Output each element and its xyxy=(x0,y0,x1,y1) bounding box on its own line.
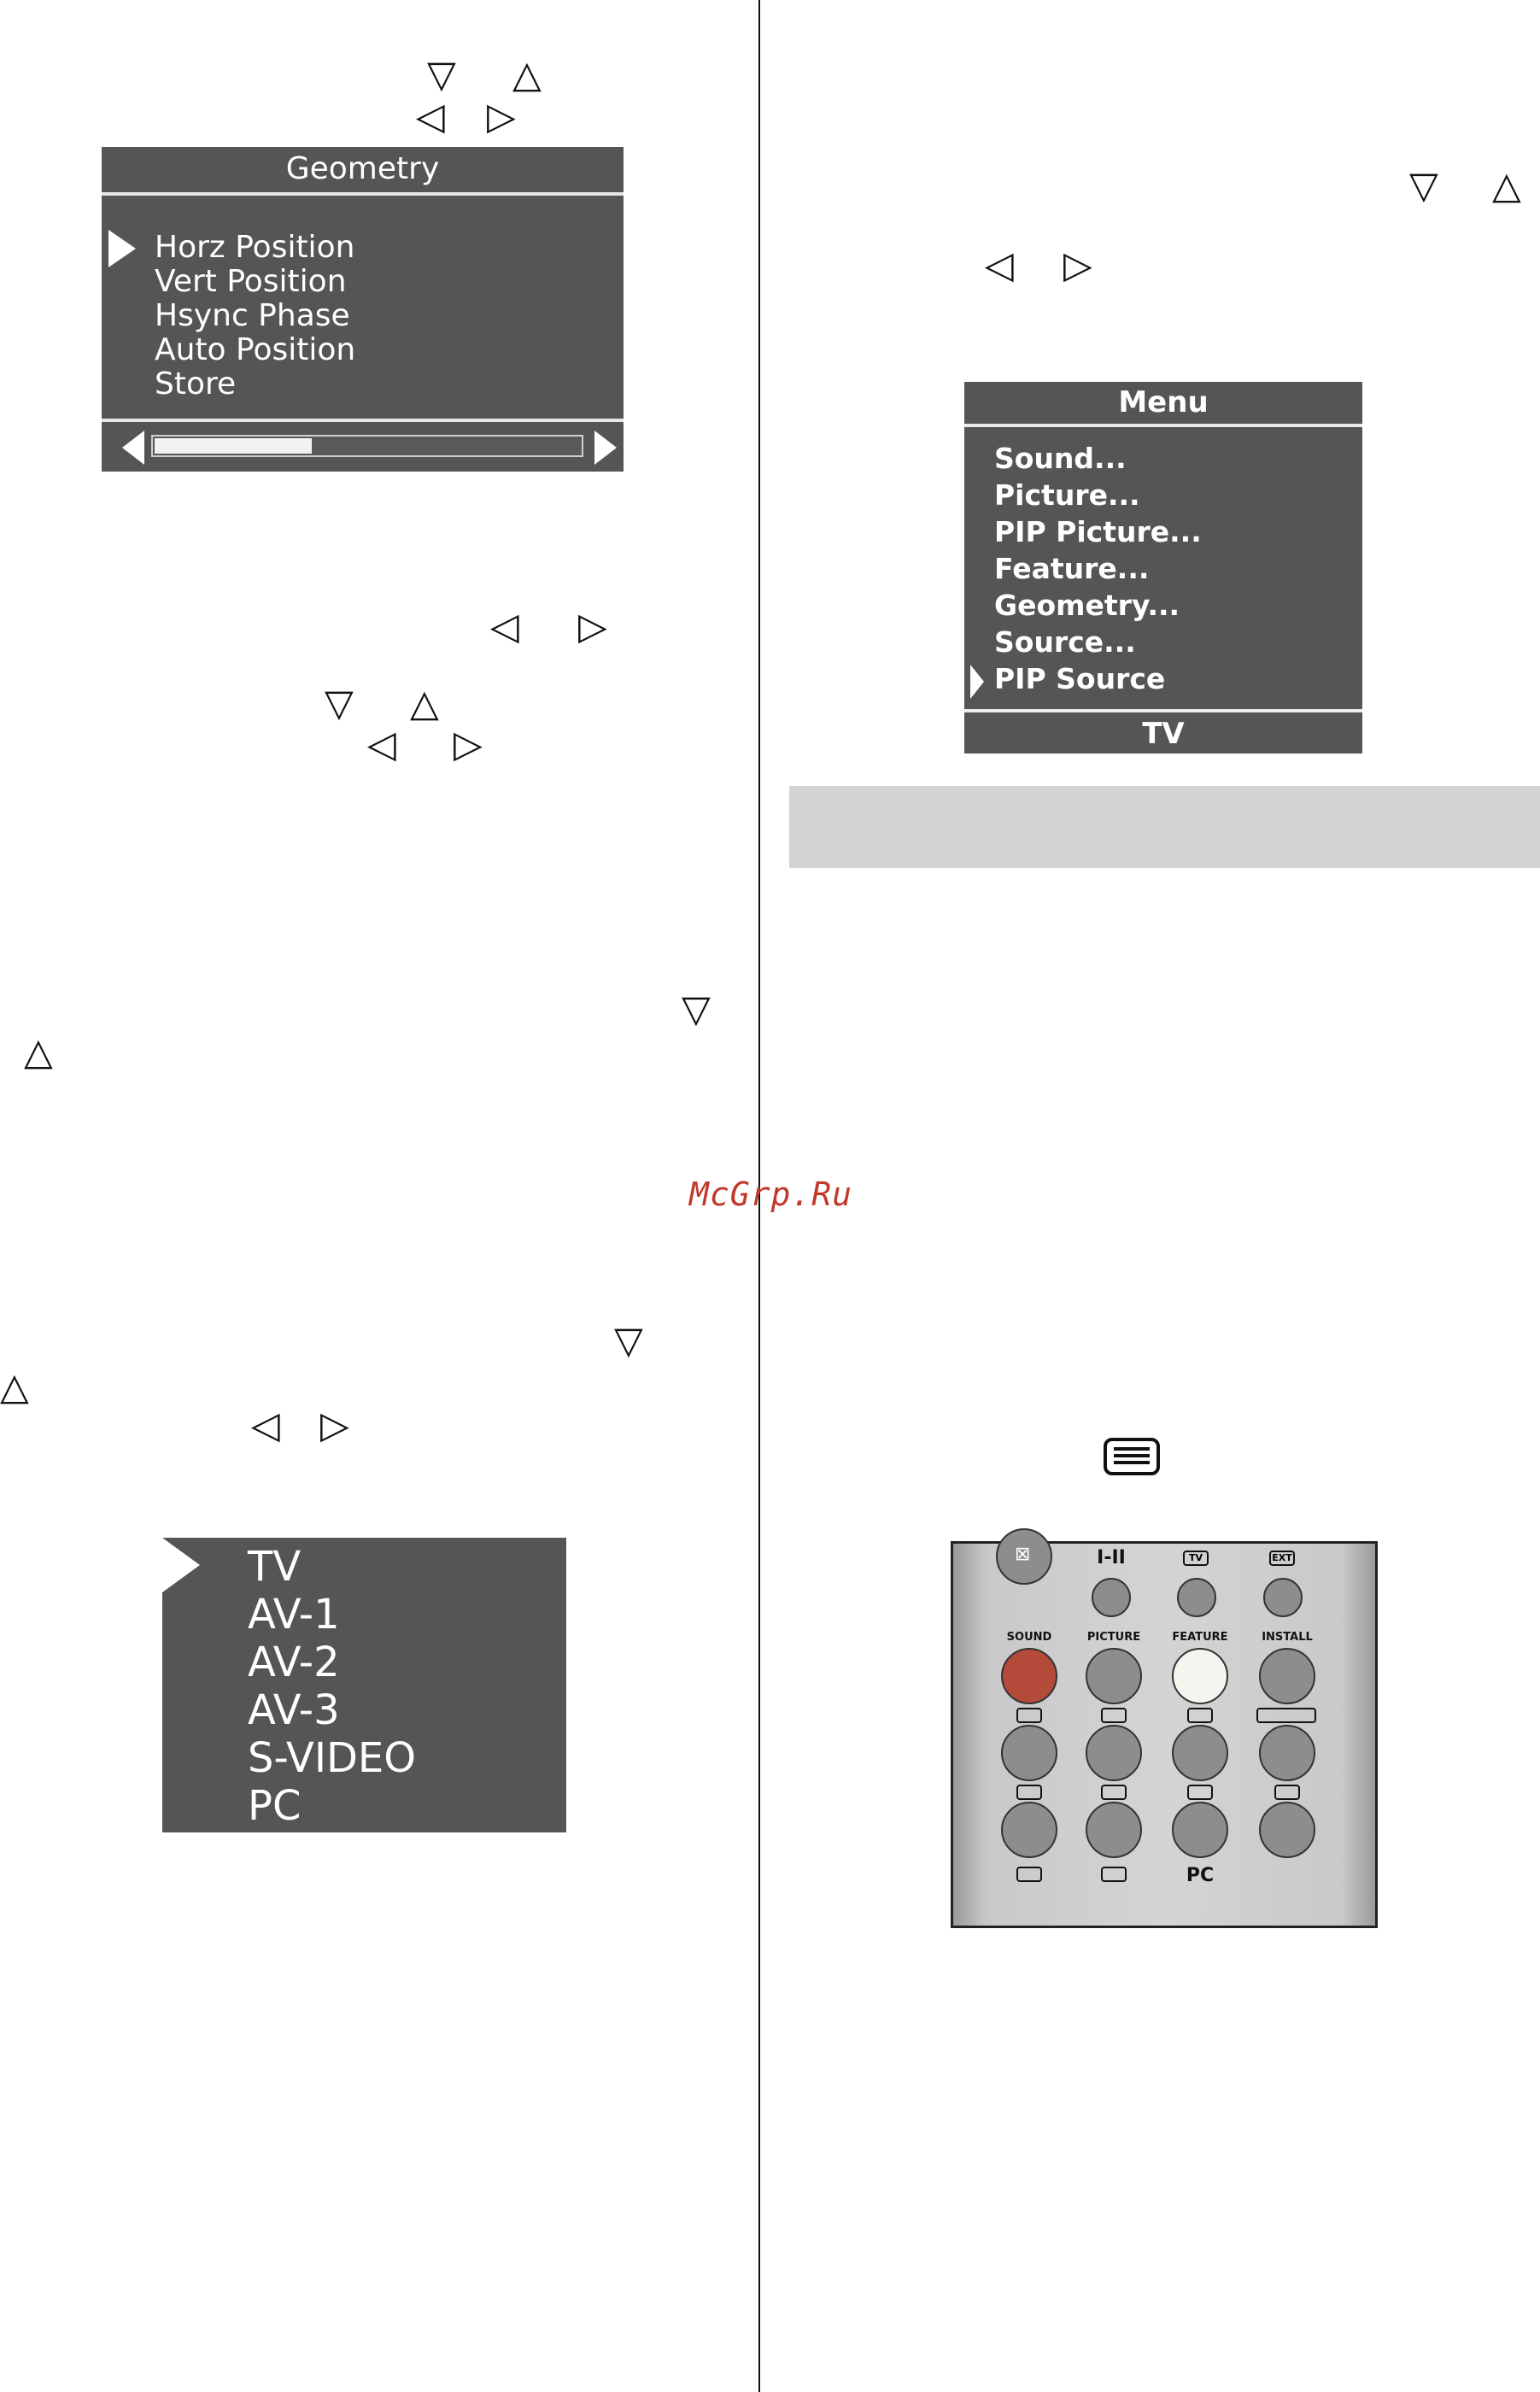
teletext-icon xyxy=(1016,1708,1042,1723)
section-header-band xyxy=(789,786,1540,868)
feature-button[interactable] xyxy=(1172,1648,1228,1704)
menu-item-geometry[interactable]: Geometry... xyxy=(994,589,1180,622)
pip-size-icon xyxy=(1016,1785,1042,1800)
remote-label-pc: PC xyxy=(1186,1865,1215,1886)
remote-label-sound: SOUND xyxy=(1006,1631,1052,1644)
watermark: McGrp.Ru xyxy=(689,1175,853,1213)
freeze-button[interactable] xyxy=(1259,1802,1315,1858)
source-item-av1[interactable]: AV-1 xyxy=(248,1591,340,1639)
mute-button[interactable] xyxy=(996,1528,1052,1585)
right-arrow-icon: ▷ xyxy=(1063,243,1092,287)
left-arrow-icon: ◁ xyxy=(367,723,396,766)
source-list-menu xyxy=(162,1538,566,1832)
left-arrow-icon: ◁ xyxy=(251,1404,280,1447)
menu-footer-separator xyxy=(964,709,1362,712)
sound-button[interactable] xyxy=(1001,1648,1057,1704)
slider-right-arrow-icon[interactable] xyxy=(594,431,617,465)
remote-label-install: INSTALL xyxy=(1262,1631,1313,1644)
geometry-osd-menu xyxy=(102,147,624,472)
scan-icon xyxy=(1101,1867,1127,1882)
source-item-svideo[interactable]: S-VIDEO xyxy=(248,1734,417,1782)
ext-button[interactable] xyxy=(1263,1578,1303,1617)
teletext-button[interactable] xyxy=(1001,1725,1057,1781)
mix-button[interactable] xyxy=(1172,1725,1228,1781)
source-item-pc[interactable]: PC xyxy=(248,1782,302,1830)
source-item-av2[interactable]: AV-2 xyxy=(248,1639,340,1686)
selection-pointer-icon xyxy=(108,230,136,267)
mono-stereo-button[interactable] xyxy=(1092,1578,1131,1617)
menu-item-source[interactable]: Source... xyxy=(994,625,1136,659)
menu-button-icon xyxy=(1104,1438,1160,1475)
pip-swap-button[interactable] xyxy=(1172,1802,1228,1858)
split-button[interactable] xyxy=(1259,1725,1315,1781)
right-arrow-icon: ▷ xyxy=(454,723,483,766)
menu-item-pip-source[interactable]: PIP Source xyxy=(994,662,1166,695)
down-arrow-icon: ▽ xyxy=(1409,164,1438,208)
right-arrow-icon: ▷ xyxy=(487,95,516,138)
menu-footer-tv: TV xyxy=(1142,717,1185,751)
geometry-title: Geometry xyxy=(285,151,440,186)
geometry-slider-fill xyxy=(155,438,312,454)
down-arrow-icon: ▽ xyxy=(325,682,354,725)
geometry-item-horz-position[interactable]: Horz Position xyxy=(155,230,355,265)
zoom-button[interactable] xyxy=(1086,1725,1142,1781)
right-arrow-icon: ▷ xyxy=(320,1404,349,1447)
menu-title: Menu xyxy=(1118,385,1209,419)
pip-size-button[interactable] xyxy=(1001,1802,1057,1858)
down-arrow-icon: ▽ xyxy=(427,53,456,97)
geometry-item-vert-position[interactable]: Vert Position xyxy=(155,264,347,299)
geometry-item-store[interactable]: Store xyxy=(155,366,237,402)
geometry-item-auto-position[interactable]: Auto Position xyxy=(155,332,356,367)
tv-button[interactable] xyxy=(1177,1578,1216,1617)
zoom-icon xyxy=(1101,1708,1127,1723)
pip-position-icon xyxy=(1101,1785,1127,1800)
up-arrow-icon: △ xyxy=(410,682,439,725)
up-arrow-icon: △ xyxy=(1492,164,1521,208)
source-item-av3[interactable]: AV-3 xyxy=(248,1686,340,1734)
menu-title-separator xyxy=(964,424,1362,427)
down-arrow-icon: ▽ xyxy=(614,1319,643,1363)
remote-control xyxy=(951,1541,1378,1928)
mute-icon: ⊠ xyxy=(1015,1544,1031,1565)
selection-pointer-icon xyxy=(970,665,984,699)
selection-pointer-icon xyxy=(162,1538,200,1592)
pip-icon xyxy=(1016,1867,1042,1882)
menu-item-picture[interactable]: Picture... xyxy=(994,478,1140,512)
menu-item-sound[interactable]: Sound... xyxy=(994,442,1127,475)
menu-item-pip-picture[interactable]: PIP Picture... xyxy=(994,515,1202,548)
install-button[interactable] xyxy=(1259,1648,1315,1704)
pip-position-button[interactable] xyxy=(1086,1802,1142,1858)
geometry-slider[interactable] xyxy=(151,435,583,457)
picture-button[interactable] xyxy=(1086,1648,1142,1704)
remote-label-ext: EXT xyxy=(1269,1551,1295,1566)
source-item-tv[interactable]: TV xyxy=(248,1543,302,1591)
left-arrow-icon: ◁ xyxy=(985,243,1014,287)
geometry-title-separator xyxy=(102,192,624,196)
right-arrow-icon: ▷ xyxy=(578,605,607,648)
left-arrow-icon: ◁ xyxy=(416,95,445,138)
down-arrow-icon: ▽ xyxy=(682,988,711,1031)
left-arrow-icon: ◁ xyxy=(490,605,519,648)
slider-left-arrow-icon[interactable] xyxy=(122,431,144,465)
remote-label-picture: PICTURE xyxy=(1086,1631,1141,1644)
up-arrow-icon: △ xyxy=(0,1365,29,1409)
split-screen-icon xyxy=(1256,1708,1316,1723)
mix-icon xyxy=(1187,1708,1213,1723)
remote-label-feature: FEATURE xyxy=(1172,1631,1228,1644)
geometry-item-hsync-phase[interactable]: Hsync Phase xyxy=(155,298,350,333)
up-arrow-icon: △ xyxy=(24,1030,53,1074)
main-osd-menu xyxy=(964,382,1362,753)
pip-swap-icon xyxy=(1187,1785,1213,1800)
menu-item-feature[interactable]: Feature... xyxy=(994,552,1150,585)
remote-label-tv: TV xyxy=(1183,1551,1209,1566)
freeze-icon xyxy=(1274,1785,1300,1800)
geometry-slider-separator xyxy=(102,419,624,422)
up-arrow-icon: △ xyxy=(512,53,542,97)
remote-label-mono-stereo: I-II xyxy=(1097,1547,1126,1568)
